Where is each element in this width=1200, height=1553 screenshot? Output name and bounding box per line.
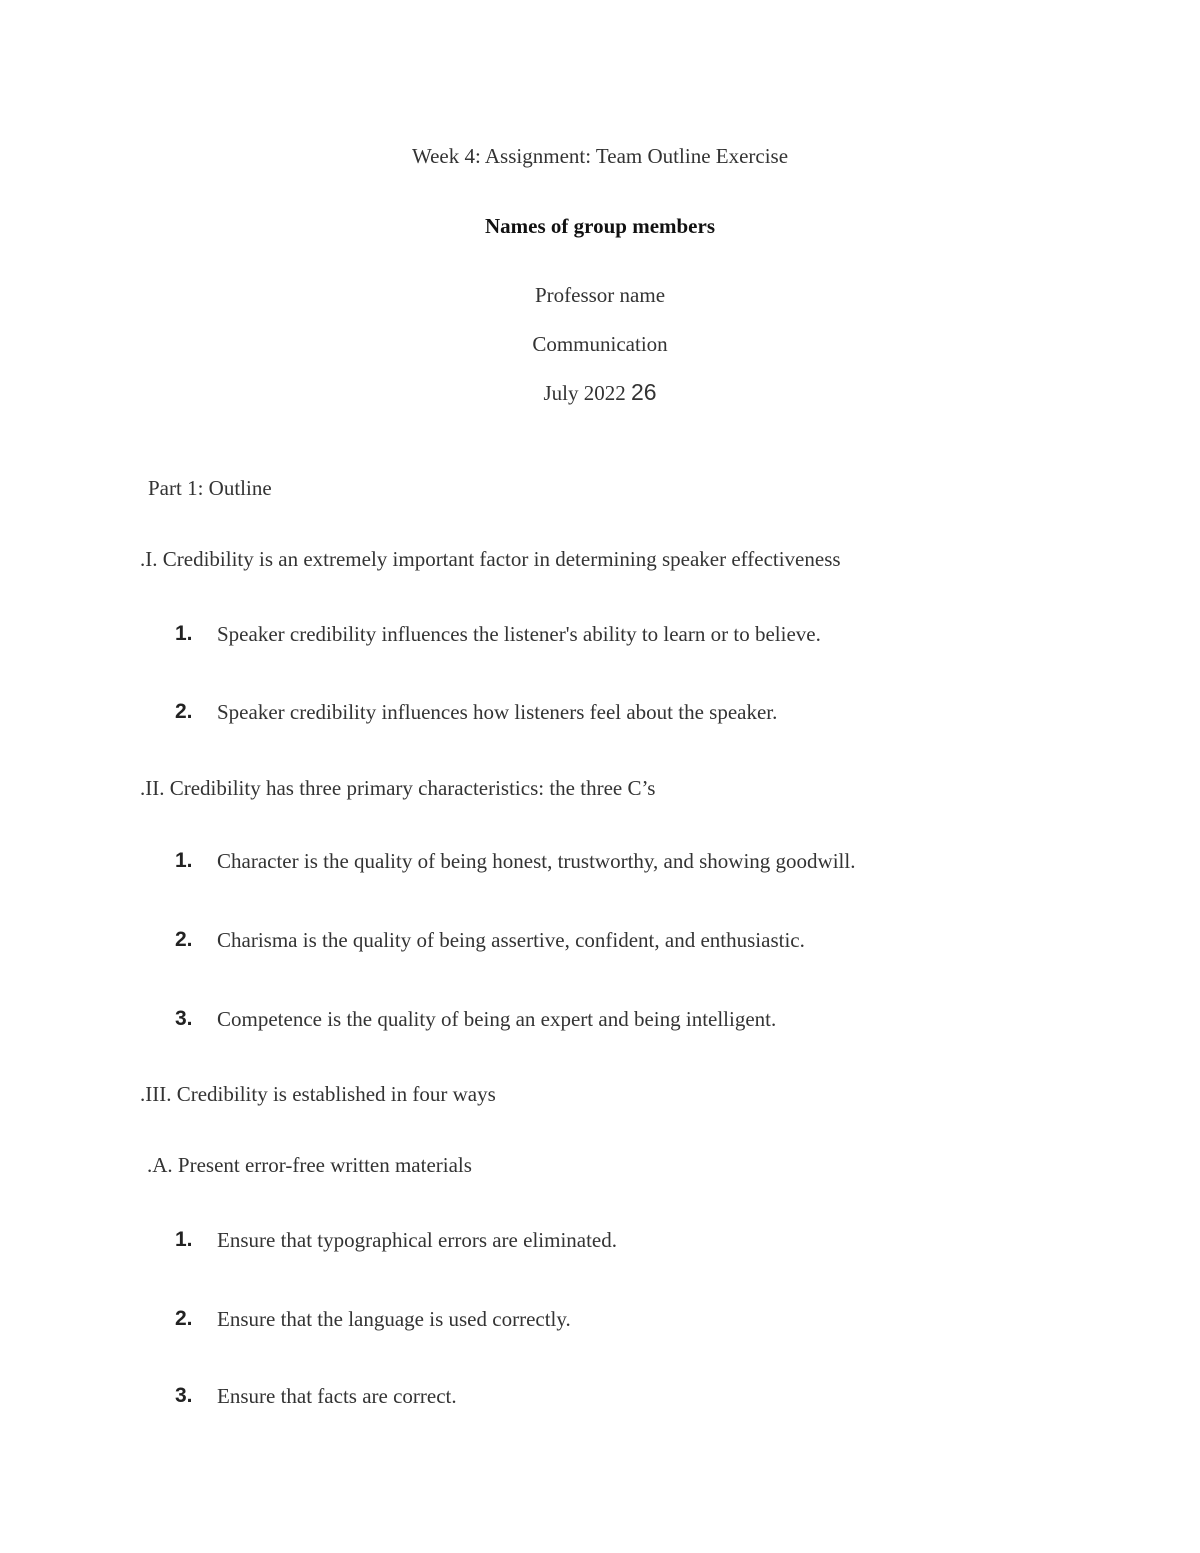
part-heading: Part 1: Outline (148, 476, 272, 500)
document-title: Week 4: Assignment: Team Outline Exercise (411, 144, 789, 168)
list-item: Competence is the quality of being an expert and being intelligent. (217, 1007, 777, 1031)
section-1-heading: .I. Credibility is an extremely important factor in determining speaker effectiveness (140, 547, 841, 571)
list-item-number: 1. (175, 849, 193, 872)
date (0, 379, 1200, 406)
list-item-number: 2. (175, 700, 193, 723)
list-item: Charisma is the quality of being assertive, confident, and enthusiastic. (217, 928, 805, 952)
list-item-number: 2. (175, 928, 193, 951)
date-month-year: July 2022 (543, 381, 626, 405)
list-item-number: 2. (175, 1307, 193, 1330)
section-3-heading: .III. Credibility is established in four ways (140, 1082, 496, 1106)
list-item: Speaker credibility influences the listener's ability to learn or to believe. (217, 622, 821, 646)
course-name: Communication (532, 332, 668, 356)
list-item-number: 1. (175, 1228, 193, 1251)
list-item: Ensure that the language is used correctly. (217, 1307, 571, 1331)
subsection-a-heading: .A. Present error-free written materials (147, 1153, 472, 1177)
professor-name: Professor name (534, 283, 666, 307)
list-item: Speaker credibility influences how listeners feel about the speaker. (217, 700, 778, 724)
list-item-number: 1. (175, 622, 193, 645)
list-item-number: 3. (175, 1007, 193, 1030)
section-2-heading: .II. Credibility has three primary characteristics: the three C’s (140, 776, 656, 800)
list-item-number: 3. (175, 1384, 193, 1407)
list-item: Ensure that facts are correct. (217, 1384, 457, 1408)
list-item: Ensure that typographical errors are eliminated. (217, 1228, 618, 1252)
group-members: Names of group members (485, 214, 715, 238)
date-day: 26 (630, 379, 657, 405)
list-item: Character is the quality of being honest, trustworthy, and showing goodwill. (217, 849, 856, 873)
